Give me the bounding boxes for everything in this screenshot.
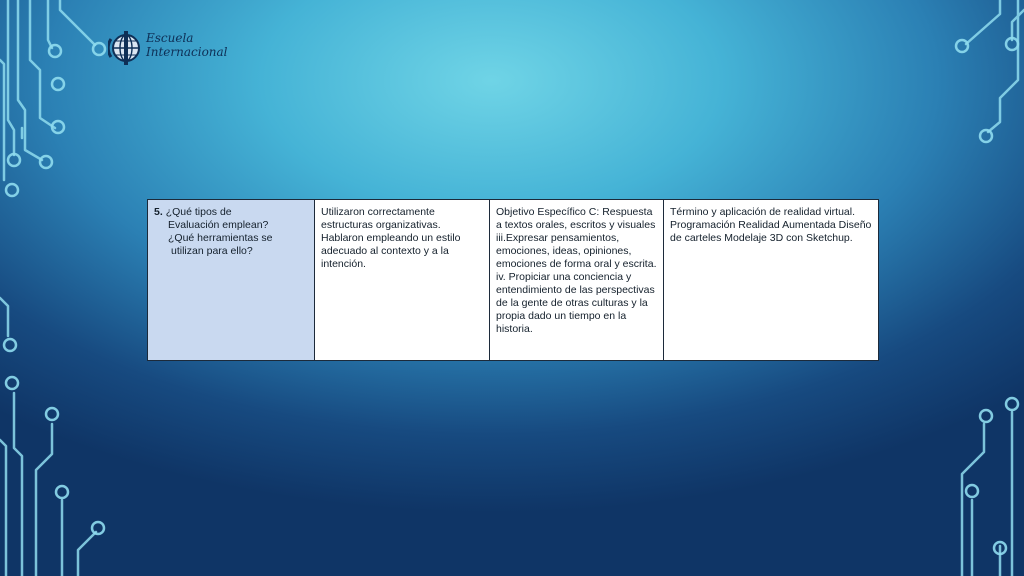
question-line-1: [154, 206, 308, 219]
question-text-1: ¿Qué tipos de: [165, 206, 232, 218]
logo-line-1: Escuela: [146, 31, 194, 45]
school-logo: [108, 30, 238, 66]
evaluation-table: [147, 199, 879, 361]
globe-icon: [108, 30, 144, 66]
tools-cell: Término y aplicación de realidad virtual. Programación Realidad Aumentada Diseño de carteles Modelaje 3D con Sketchup.: [664, 200, 879, 361]
objective-cell: Objetivo Específico C: Respuesta a textos orales, escritos y visuales iii.Expresar pensamientos, emociones, ideas, opiniones, emociones de forma oral y escrita. iv. Propiciar una conciencia y entendimiento de las perspectivas de la gente de otras culturas y la propia dado un tiempo en la historia.: [490, 200, 664, 361]
question-cell: [148, 200, 315, 361]
answer-cell: Utilizaron correctamente estructuras organizativas. Hablaron empleando un estilo adecuado al contexto y a la intención.: [315, 200, 490, 361]
logo-line-2: Internacional: [146, 45, 228, 59]
question-number: 5.: [154, 206, 163, 218]
logo-wordmark: [146, 31, 228, 59]
table-row: [148, 200, 879, 361]
question-line-4: utilizan para ello?: [171, 245, 253, 257]
question-line-3: ¿Qué herramientas se: [168, 232, 273, 244]
question-line-2: Evaluación emplean?: [168, 219, 269, 231]
